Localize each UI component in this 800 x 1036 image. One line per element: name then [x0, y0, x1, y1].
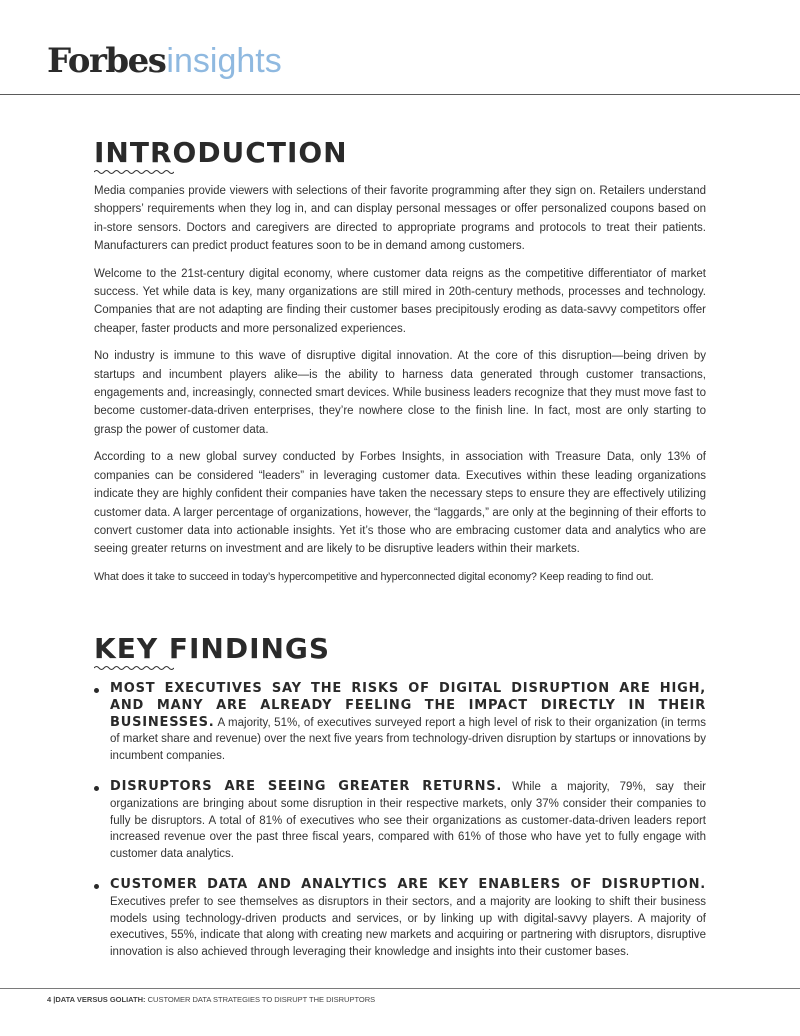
key-findings-list [94, 681, 706, 961]
forbes-insights-logo [47, 41, 282, 81]
intro-closing-paragraph: What does it take to succeed in today’s hypercompetitive and hyperconnected digital economy? Keep reading to find out. [94, 570, 654, 583]
finding-text: Executives prefer to see themselves as disruptors in their sectors, and a majority are looking to shift their business models using technology-driven products and services, or by linking up with digital-savvy players. A majority of executives, 55%, indicate that along with creating new markets and acquiring or partnering with disruptors, disruptive innovation is also achieved through leveraging their knowledge and insights into their customer bases. [110, 895, 706, 959]
introduction-body [94, 182, 706, 586]
intro-paragraph: According to a new global survey conducted by Forbes Insights, in association with Treasure Data, only 13% of companies can be considered “leaders” in leveraging customer data. Executives within these leading organizations indicate they are highly confident their companies have taken the necessary steps to ensure they are effectively utilizing customer data. A larger percentage of organizations, however, the “laggards,” are only at the beginning of their efforts to convert customer data into actionable insights. Yet it’s those who are embracing customer data and analytics who are seeing greater returns on investment and are likely to be disruptive leaders within their markets. [94, 451, 706, 556]
finding-item [94, 681, 706, 765]
key-findings-title: KEY FINDINGS [94, 632, 331, 665]
finding-text: A majority, 51%, of executives surveyed report a high level of risk to their organization (in terms of market share and revenue) over the next five years from technology-driven disruption by startups or innovations by incumbent companies. [110, 716, 706, 763]
page-number: 4 [47, 995, 52, 1004]
wave-divider-icon [94, 664, 174, 672]
finding-text: While a majority, 79%, say their organizations are bringing about some disruption in their respective markets, only 37% consider their companies to fully be disruptors. A total of 81% of executives who see their organizations as customer-data-driven leaders report increased revenue over the past three fiscal years, compared with 61% of those who have yet to fully engage with customer data analytics. [110, 780, 706, 861]
introduction-title: INTRODUCTION [94, 136, 348, 169]
finding-heading: DISRUPTORS ARE SEEING GREATER RETURNS. [110, 778, 503, 794]
page-header [0, 0, 800, 95]
document-title: DATA VERSUS GOLIATH: [55, 995, 146, 1004]
finding-item [94, 877, 706, 961]
document-subtitle: CUSTOMER DATA STRATEGIES TO DISRUPT THE DISRUPTORS [147, 995, 376, 1004]
bullet-icon [94, 688, 99, 693]
finding-heading: CUSTOMER DATA AND ANALYTICS ARE KEY ENABLERS OF DISRUPTION. [110, 876, 706, 892]
footer-separator: | [53, 995, 56, 1004]
bullet-icon [94, 884, 99, 889]
bullet-icon [94, 786, 99, 791]
logo-product: insights [166, 42, 282, 80]
intro-paragraph: No industry is immune to this wave of disruptive digital innovation. At the core of this disruption—being driven by startups and incumbent players alike—is the ability to harness data generated through customer transactions, engagements and, increasingly, connected smart devices. While business leaders recognize that they must move fast to become customer-data-driven enterprises, they’re nowhere close to the finish line. In fact, most are only starting to grasp the power of customer data. [94, 350, 706, 436]
finding-item [94, 779, 706, 863]
header-divider [0, 94, 800, 95]
footer-divider [0, 988, 800, 989]
wave-divider-icon [94, 168, 174, 176]
page-footer [47, 995, 375, 1004]
intro-paragraph: Welcome to the 21st-century digital economy, where customer data reigns as the competitive differentiator of market success. Yet while data is key, many organizations are still mired in 20th-century methods, processes and technology. Companies that are not adapting are finding their customer bases precipitously eroding as data-savvy competitors offer cheaper, faster products and more personalized experiences. [94, 267, 706, 335]
logo-brand: Forbes [47, 41, 166, 81]
finding-heading: MOST EXECUTIVES SAY THE RISKS OF DIGITAL DISRUPTION ARE HIGH, AND MANY ARE ALREADY FEELING THE IMPACT DIRECTLY IN THEIR BUSINESSES. [110, 681, 706, 730]
intro-paragraph: Media companies provide viewers with selections of their favorite programming after they sign on. Retailers understand shoppers’ requirements when they log in, and can display personal messages or offer personalized coupons based on in-store sensors. Doctors and caregivers are directed to appropriate programs and protocols to treat their patients. Manufacturers can predict product features soon to be in demand among customers. [94, 185, 706, 253]
